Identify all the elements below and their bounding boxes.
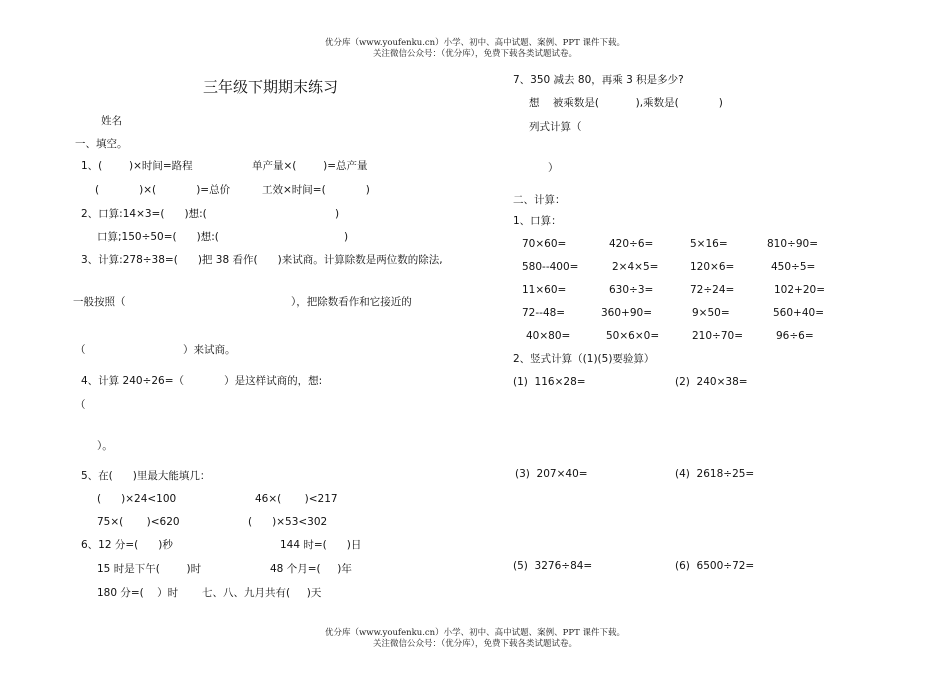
q3-b-end: ），把除数看作和它接近的 [291,296,412,308]
oral-cell: 11×60= [522,284,567,296]
oral-cell: 40×80= [526,330,571,342]
q2-b: 口算;150÷50=( )想:( [97,231,219,243]
q6-f: 七、八、九月共有( )天 [202,587,322,599]
oral-cell: 630÷3= [609,284,654,296]
name-label: 姓名 [101,115,122,127]
q7: 7、350 减去 80，再乘 3 积是多少? [513,74,684,86]
oral-cell: 450÷5= [771,261,816,273]
header-line-1: 优分库（www.youfenku.cn）小学、初中、高中试题、案例、PPT 课件下载。 [325,38,625,48]
vertical-calc-1: (1) 116×28= [513,376,586,388]
q6-a: 6、12 分=( )秒 [81,539,173,551]
oral-cell: 9×50= [692,307,730,319]
section-1-heading: 一、填空。 [75,138,128,150]
vertical-calc-2: (2) 240×38= [675,376,748,388]
q4-a: 4、计算 240÷26=（ ）是这样试商的，想: [81,375,323,387]
vertical-calc-6: (6) 6500÷72= [675,560,755,572]
q6-c: 15 时是下午( )时 [97,563,202,575]
oral-cell: 96÷6= [776,330,814,342]
q4-b: （ [75,399,86,411]
q5-c: 75×( )<620 [97,516,180,528]
section-2-heading: 二、计算： [513,194,566,206]
vertical-calc-3: (3) 207×40= [515,468,588,480]
q3-c-end: ）来试商。 [183,344,236,356]
oral-cell: 420÷6= [609,238,654,250]
q2-b-end: ) [344,231,349,243]
oral-cell: 810÷90= [767,238,818,250]
footer-line-2: 关注微信公众号：（优分库），免费下载各类试题试卷。 [372,639,577,649]
oral-cell: 210÷70= [692,330,743,342]
vertical-calc-label: 2、竖式计算（(1)(5)要验算） [513,353,655,365]
oral-cell: 120×6= [690,261,735,273]
oral-label: 1、口算： [513,215,562,227]
q1-a: 1、( )×时间=路程 [81,160,193,172]
q7-think: 想 被乘数是( ),乘数是( ) [529,97,723,109]
oral-cell: 50×6×0= [606,330,660,342]
q1-c: ( )×( )=总价 [95,184,231,196]
q5-a: ( )×24<100 [97,493,177,505]
q7-close: ） [548,162,559,174]
footer-line-1: 优分库（www.youfenku.cn）小学、初中、高中试题、案例、PPT 课件下载。 [325,628,625,638]
q5-b: 46×( )<217 [255,493,338,505]
q2-a: 2、口算:14×3=( )想:( [81,208,207,220]
oral-cell: 2×4×5= [612,261,659,273]
oral-cell: 5×16= [690,238,728,250]
q5-heading: 5、在( )里最大能填几： [81,470,211,482]
q5-d: ( )×53<302 [248,516,328,528]
q6-d: 48 个月=( )年 [270,563,352,575]
q3-b: 一般按照（ [73,296,126,308]
header-line-2: 关注微信公众号：（优分库），免费下载各类试题试卷。 [372,49,577,59]
page-title: 三年级下期期末练习 [203,78,339,96]
oral-cell: 102+20= [774,284,825,296]
q4-c: ）。 [97,440,113,452]
oral-cell: 72--48= [522,307,566,319]
oral-cell: 70×60= [522,238,567,250]
oral-cell: 580--400= [522,261,579,273]
oral-cell: 560+40= [773,307,824,319]
q1-d: 工效×时间=( ) [262,184,370,196]
q3-c: （ [75,344,86,356]
q6-e: 180 分=( ）时 [97,587,179,599]
q1-b: 单产量×( )=总产量 [252,160,368,172]
q3-a: 3、计算:278÷38=( )把 38 看作( )来试商。计算除数是两位数的除法, [81,254,443,266]
q6-b: 144 时=( )日 [280,539,362,551]
q7-formula: 列式计算（ [529,121,582,133]
oral-cell: 360+90= [601,307,652,319]
vertical-calc-4: (4) 2618÷25= [675,468,755,480]
q2-a-end: ) [335,208,340,220]
vertical-calc-5: (5) 3276÷84= [513,560,593,572]
oral-cell: 72÷24= [690,284,735,296]
